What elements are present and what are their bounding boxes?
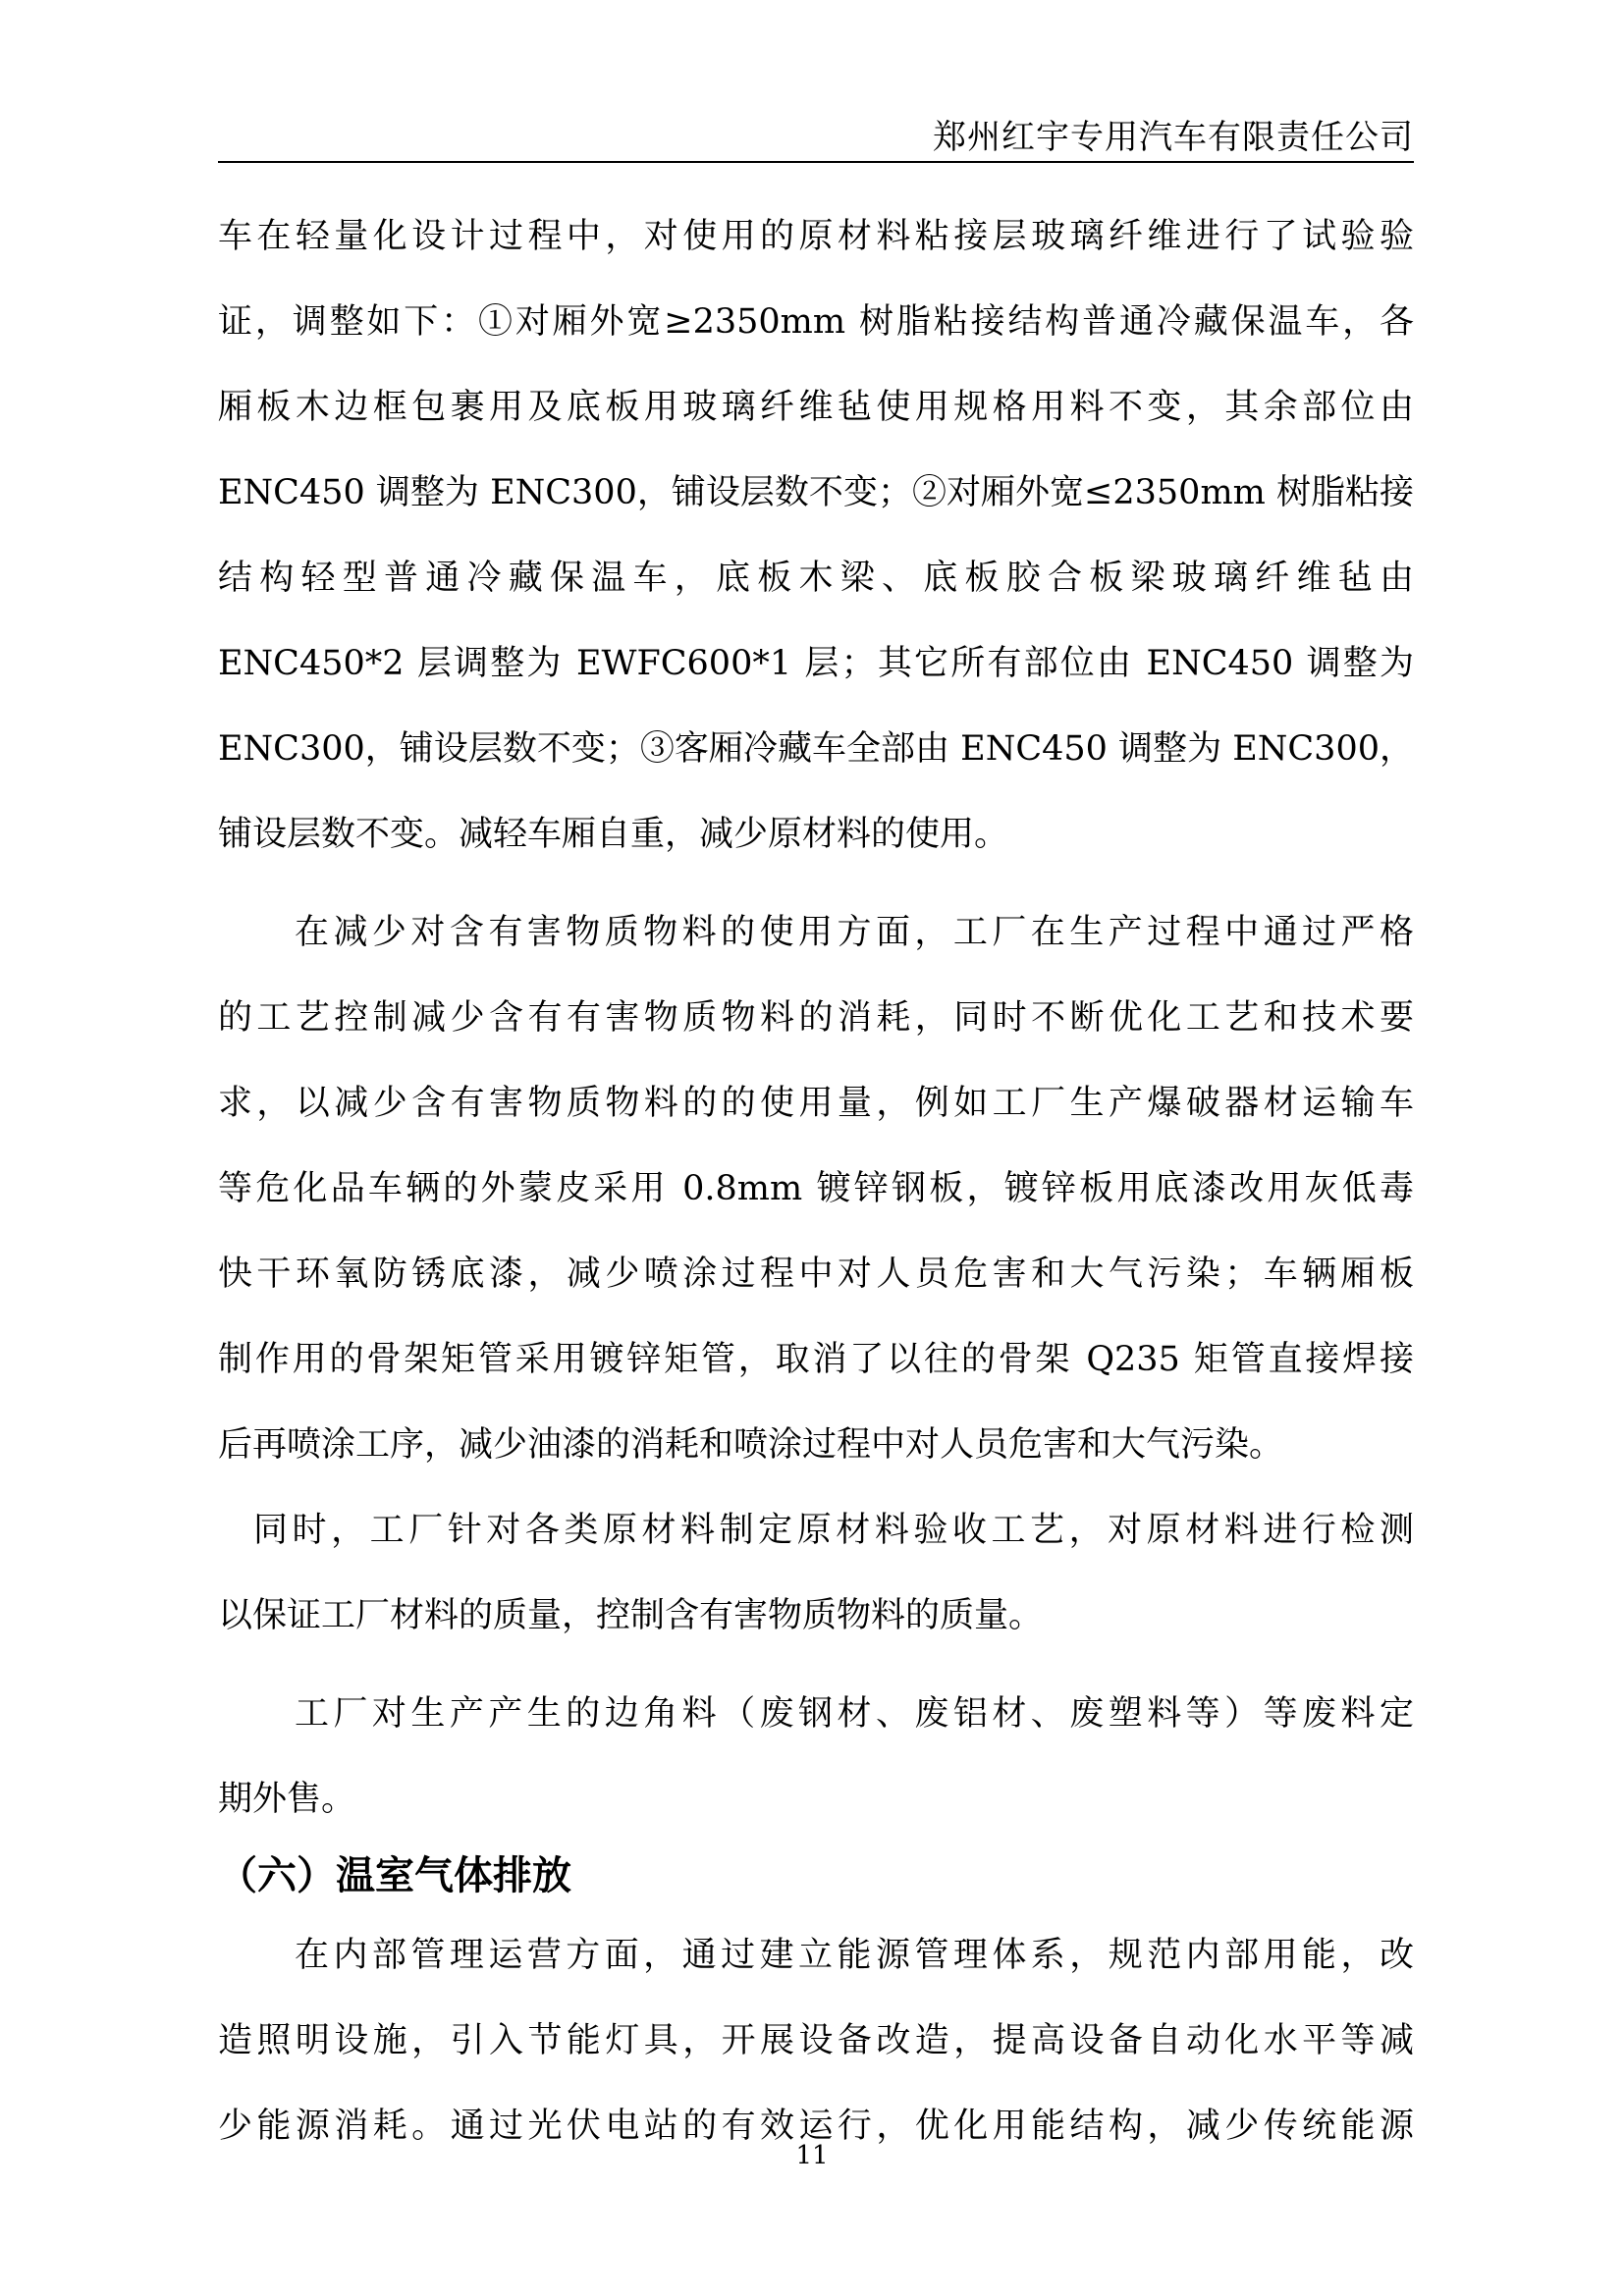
section-heading: （六）温室气体排放 [218, 1853, 571, 1898]
paragraph-line: 快干环氧防锈底漆，减少喷涂过程中对人员危害和大气污染；车辆厢板 [218, 1255, 1414, 1294]
company-name: 郑州红宇专用汽车有限责任公司 [933, 118, 1414, 157]
paragraph-line: 车在轻量化设计过程中，对使用的原材料粘接层玻璃纤维进行了试验验 [218, 217, 1414, 256]
paragraph-line: 铺设层数不变。减轻车厢自重，减少原材料的使用。 [218, 815, 1009, 854]
paragraph-line: 在内部管理运营方面，通过建立能源管理体系，规范内部用能，改 [295, 1936, 1414, 1975]
paragraph-line: 在减少对含有害物质物料的使用方面，工厂在生产过程中通过严格 [295, 913, 1414, 952]
paragraph-line: ENC450*2 层调整为 EWFC600*1 层；其它所有部位由 ENC450 调整为 [218, 644, 1414, 683]
paragraph-line: 造照明设施，引入节能灯具，开展设备改造，提高设备自动化水平等减 [218, 2021, 1414, 2060]
paragraph-line: 等危化品车辆的外蒙皮采用 0.8mm 镀锌钢板，镀锌板用底漆改用灰低毒 [218, 1169, 1414, 1208]
paragraph-line: 后再喷涂工序，减少油漆的消耗和喷涂过程中对人员危害和大气污染。 [218, 1425, 1284, 1465]
paragraph-line: 工厂对生产产生的边角料（废钢材、废铝材、废塑料等）等废料定 [295, 1694, 1414, 1734]
paragraph-line: 证，调整如下：①对厢外宽≥2350mm 树脂粘接结构普通冷藏保温车，各 [218, 302, 1414, 342]
paragraph-line: 的工艺控制减少含有有害物质物料的消耗，同时不断优化工艺和技术要 [218, 998, 1414, 1038]
page-number: 11 [795, 2141, 829, 2170]
paragraph-line: 以保证工厂材料的质量，控制含有害物质物料的质量。 [218, 1596, 1044, 1635]
paragraph-line: 少能源消耗。通过光伏电站的有效运行，优化用能结构，减少传统能源 [218, 2107, 1414, 2146]
paragraph-line: 结构轻型普通冷藏保温车，底板木梁、底板胶合板梁玻璃纤维毡由 [218, 559, 1414, 598]
page-header [218, 116, 1414, 163]
paragraph-line: 期外售。 [218, 1780, 356, 1819]
paragraph-line: 厢板木边框包裹用及底板用玻璃纤维毡使用规格用料不变，其余部位由 [218, 388, 1414, 427]
paragraph-line: 制作用的骨架矩管采用镀锌矩管，取消了以往的骨架 Q235 矩管直接焊接 [218, 1340, 1414, 1379]
paragraph-line: 同时，工厂针对各类原材料制定原材料验收工艺，对原材料进行检测 [253, 1511, 1414, 1550]
paragraph-line: 求，以减少含有害物质物料的的使用量，例如工厂生产爆破器材运输车 [218, 1084, 1414, 1123]
paragraph-line: ENC300，铺设层数不变；③客厢冷藏车全部由 ENC450 调整为 ENC300， [218, 729, 1414, 769]
paragraph-line: ENC450 调整为 ENC300，铺设层数不变；②对厢外宽≤2350mm 树脂粘接 [218, 473, 1414, 512]
document-body [218, 194, 1414, 2169]
